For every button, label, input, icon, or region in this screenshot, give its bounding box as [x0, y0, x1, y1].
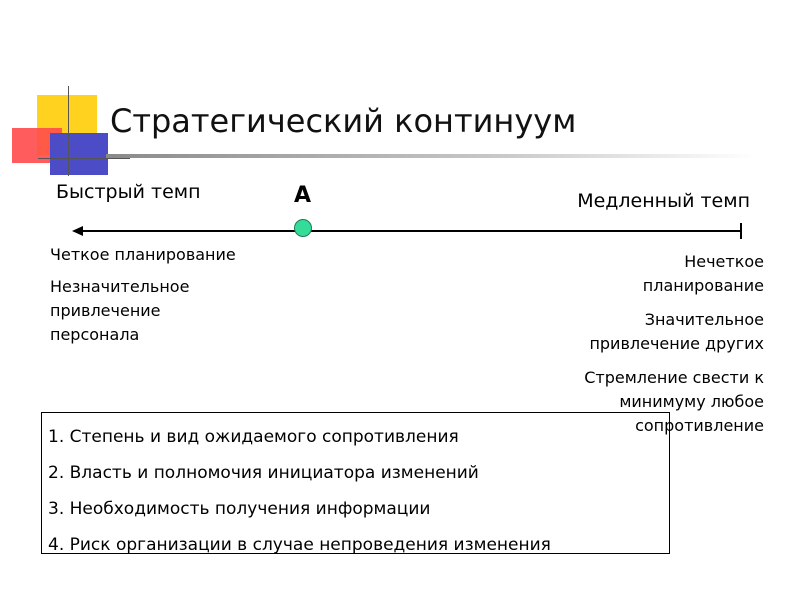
list-item: Незначительное привлечение персонала: [50, 277, 190, 344]
point-a-marker: [294, 219, 312, 237]
factor-item: 2. Власть и полномочия инициатора изменений: [48, 463, 479, 483]
point-a-label: А: [294, 183, 312, 208]
factor-item: 3. Необходимость получения информации: [48, 499, 431, 519]
logo-horizontal-line: [38, 158, 130, 159]
axis-end-tick: [740, 223, 742, 239]
list-item: Нечеткое планирование: [642, 252, 764, 295]
title-underline: [106, 154, 756, 158]
list-item: Значительное привлечение других: [589, 310, 764, 353]
fast-characteristics: [50, 243, 250, 355]
list-item: Четкое планирование: [50, 245, 236, 264]
logo-blue-square: [50, 133, 108, 175]
factor-item: 1. Степень и вид ожидаемого сопротивления: [48, 427, 459, 447]
fast-pace-label: Быстрый темп: [56, 181, 201, 203]
list-item: Стремление свести к минимуму любое сопротивление: [584, 368, 764, 435]
factor-item: 4. Риск организации в случае непроведения изменения: [48, 535, 551, 555]
slide-title: Стратегический континуум: [110, 102, 577, 140]
slow-pace-label: Медленный темп: [577, 190, 750, 212]
logo-vertical-line: [68, 86, 69, 176]
factors-box: [41, 412, 670, 554]
continuum-axis: [82, 230, 742, 232]
